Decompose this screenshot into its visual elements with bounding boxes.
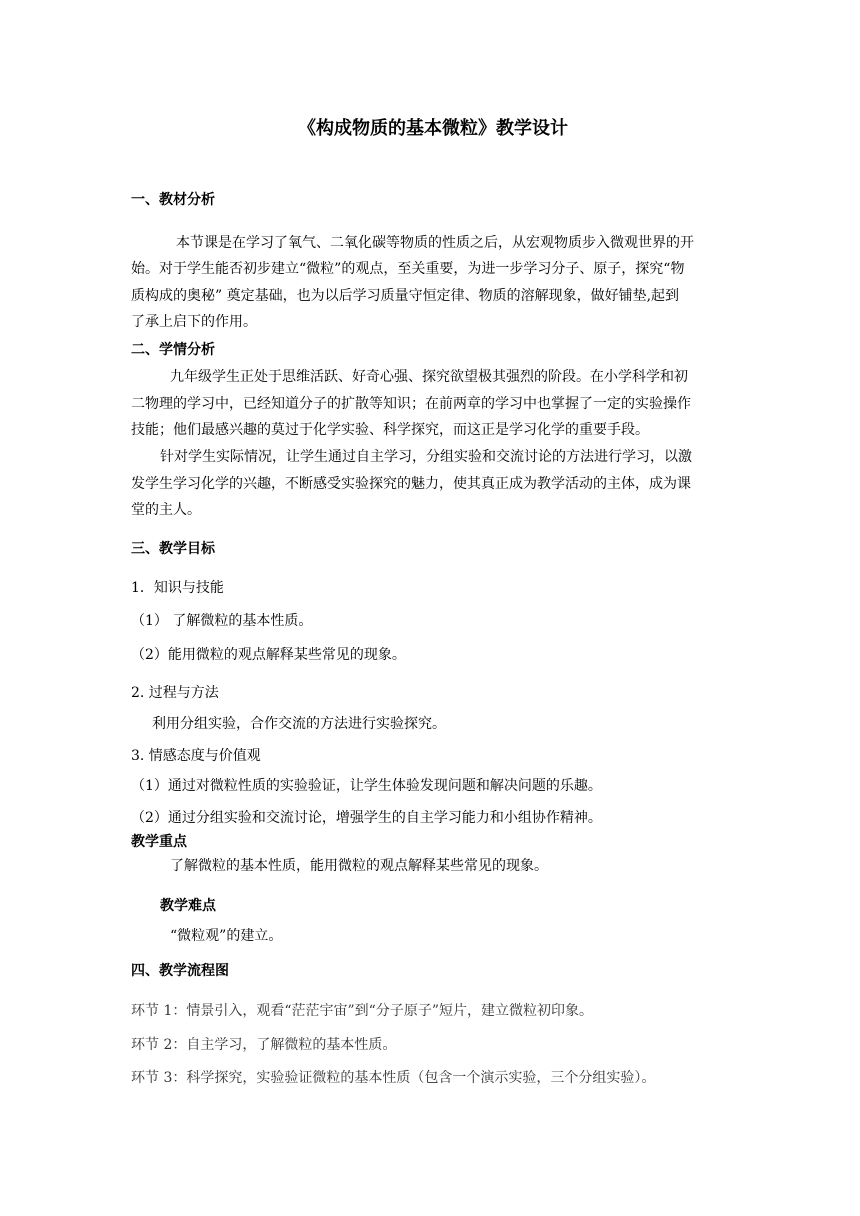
heading-teaching-focus: 教学重点 <box>131 834 187 850</box>
paragraph-line: 堂的主人。 <box>131 502 201 518</box>
flow-step: 环节 2：自主学习，了解微粒的基本性质。 <box>131 1037 397 1053</box>
paragraph-line: 了承上启下的作用。 <box>131 314 257 330</box>
section-heading-textbook-analysis: 一、教材分析 <box>131 192 215 208</box>
paragraph-line: 发学生学习化学的兴趣，不断感受实验探究的魅力，使其真正成为教学活动的主体，成为课 <box>131 476 691 492</box>
flow-step: 环节 1：情景引入，观看“茫茫宇宙”到“分子原子”短片，建立微粒初印象。 <box>131 1003 593 1019</box>
focus-text: 了解微粒的基本性质，能用微粒的观点解释某些常见的现象。 <box>170 858 548 874</box>
paragraph-line: 九年级学生正处于思维活跃、好奇心强、探究欲望极其强烈的阶段。在小学科学和初 <box>170 369 688 385</box>
objective-item: （1）通过对微粒性质的实验验证，让学生体验发现问题和解决问题的乐趣。 <box>131 778 602 794</box>
objective-item: 利用分组实验，合作交流的方法进行实验探究。 <box>152 716 446 732</box>
document-title: 《构成物质的基本微粒》教学设计 <box>298 118 568 139</box>
paragraph-line: 始。对于学生能否初步建立“微粒”的观点，至关重要，为进一步学习分子、原子，探究“物 <box>131 261 685 277</box>
objective-item: （1） 了解微粒的基本性质。 <box>131 613 313 629</box>
paragraph-line: 针对学生实际情况，让学生通过自主学习，分组实验和交流讨论的方法进行学习，以激 <box>160 449 692 465</box>
section-heading-teaching-flowchart: 四、教学流程图 <box>131 963 229 979</box>
subheading-knowledge-skills: 1．知识与技能 <box>131 580 224 596</box>
section-heading-teaching-objectives: 三、教学目标 <box>131 541 215 557</box>
heading-teaching-difficulty: 教学难点 <box>160 898 216 914</box>
subheading-process-methods: 2. 过程与方法 <box>131 685 219 701</box>
flow-step: 环节 3：科学探究，实验验证微粒的基本性质（包含一个演示实验，三个分组实验）。 <box>131 1070 656 1086</box>
objective-item: （2）能用微粒的观点解释某些常见的现象。 <box>131 647 406 663</box>
subheading-attitudes-values: 3. 情感态度与价值观 <box>131 748 261 764</box>
section-heading-learner-analysis: 二、学情分析 <box>131 342 215 358</box>
objective-item: （2）通过分组实验和交流讨论，增强学生的自主学习能力和小组协作精神。 <box>131 810 602 826</box>
paragraph-line: 二物理的学习中，已经知道分子的扩散等知识；在前两章的学习中也掌握了一定的实验操作 <box>131 396 691 412</box>
paragraph-line: 质构成的奥秘” 奠定基础，也为以后学习质量守恒定律、物质的溶解现象，做好铺垫,起到 <box>131 288 680 304</box>
paragraph-line: 本节课是在学习了氧气、二氧化碳等物质的性质之后，从宏观物质步入微观世界的开 <box>176 235 694 251</box>
paragraph-line: 技能；他们最感兴趣的莫过于化学实验、科学探究，而这正是学习化学的重要手段。 <box>131 422 649 438</box>
difficulty-text: “微粒观”的建立。 <box>170 928 283 944</box>
